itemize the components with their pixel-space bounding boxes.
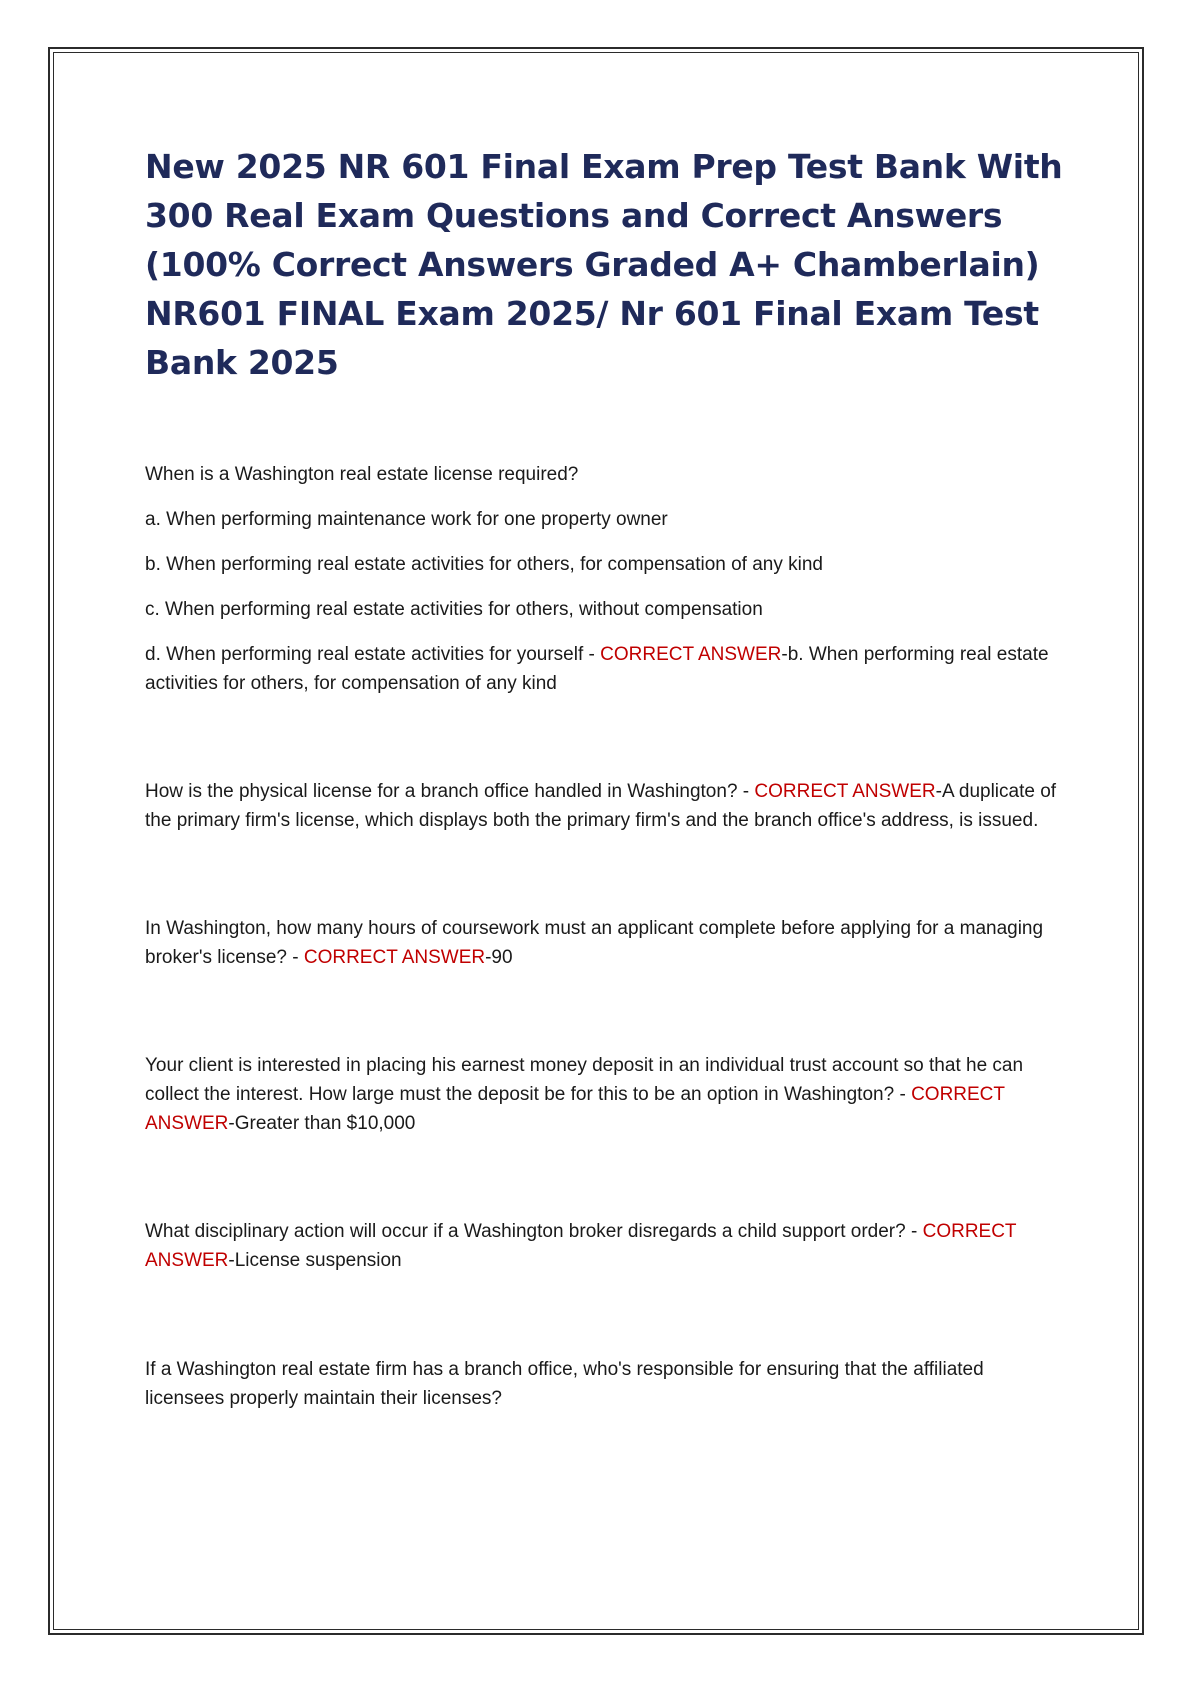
correct-answer-tag: CORRECT ANSWER	[145, 1084, 1005, 1134]
answer-text: -License suspension	[228, 1250, 402, 1271]
qa-item-4	[145, 1051, 1065, 1138]
qa-item-2	[145, 777, 1065, 835]
qa-paragraph	[145, 777, 1065, 835]
qa-item-6	[145, 1355, 1065, 1413]
qa-item-5	[145, 1217, 1065, 1275]
document-title: New 2025 NR 601 Final Exam Prep Test Bank With 300 Real Exam Questions and Correct Answers (100% Correct Answers Graded A+ Chamberlain) NR601 FINAL Exam 2025/ Nr 601 Final Exam Test Bank 2025	[145, 147, 1063, 382]
question-text: Your client is interested in placing his earnest money deposit in an individual trust account so that he can collect the interest. How large must the deposit be for this to be an option in Washington? -	[145, 1055, 1024, 1105]
question-text: When is a Washington real estate license required?	[145, 464, 579, 485]
question-text: What disciplinary action will occur if a Washington broker disregards a child support order? -	[145, 1221, 923, 1242]
correct-answer-tag: CORRECT ANSWER	[754, 781, 936, 802]
qa-paragraph	[145, 1051, 1065, 1138]
question-text: In Washington, how many hours of coursework must an applicant complete before applying for a managing broker's license? -	[145, 918, 1044, 968]
correct-answer-tag: CORRECT ANSWER	[303, 947, 486, 968]
option-c: c. When performing real estate activities for others, without compensation	[145, 599, 763, 620]
option-d: d. When performing real estate activities for yourself -	[145, 644, 601, 665]
qa-paragraph	[145, 1217, 1065, 1275]
answer-text: -A duplicate of the primary firm's license, which displays both the primary firm's and the branch office's address, is issued.	[145, 781, 1057, 831]
correct-answer-tag: CORRECT ANSWER	[145, 1221, 1017, 1271]
answer-text: -b. When performing real estate activities for others, for compensation of any kind	[145, 644, 1049, 694]
option-a: a. When performing maintenance work for one property owner	[145, 509, 668, 530]
answer-text: -90	[485, 947, 513, 968]
correct-answer-tag: CORRECT ANSWER	[600, 644, 782, 665]
qa-item-1	[145, 460, 1065, 698]
question-text: How is the physical license for a branch office handled in Washington? -	[145, 781, 755, 802]
qa-item-3	[145, 914, 1065, 972]
option-d-with-answer	[145, 640, 1065, 698]
option-b: b. When performing real estate activities for others, for compensation of any kind	[145, 554, 823, 575]
qa-list	[145, 460, 1065, 1413]
document-body	[145, 142, 1065, 1413]
qa-paragraph	[145, 914, 1065, 972]
question-text: If a Washington real estate firm has a branch office, who's responsible for ensuring that the affiliated licensees properly maintain their licenses?	[145, 1359, 984, 1409]
answer-text: -Greater than $10,000	[228, 1113, 416, 1134]
